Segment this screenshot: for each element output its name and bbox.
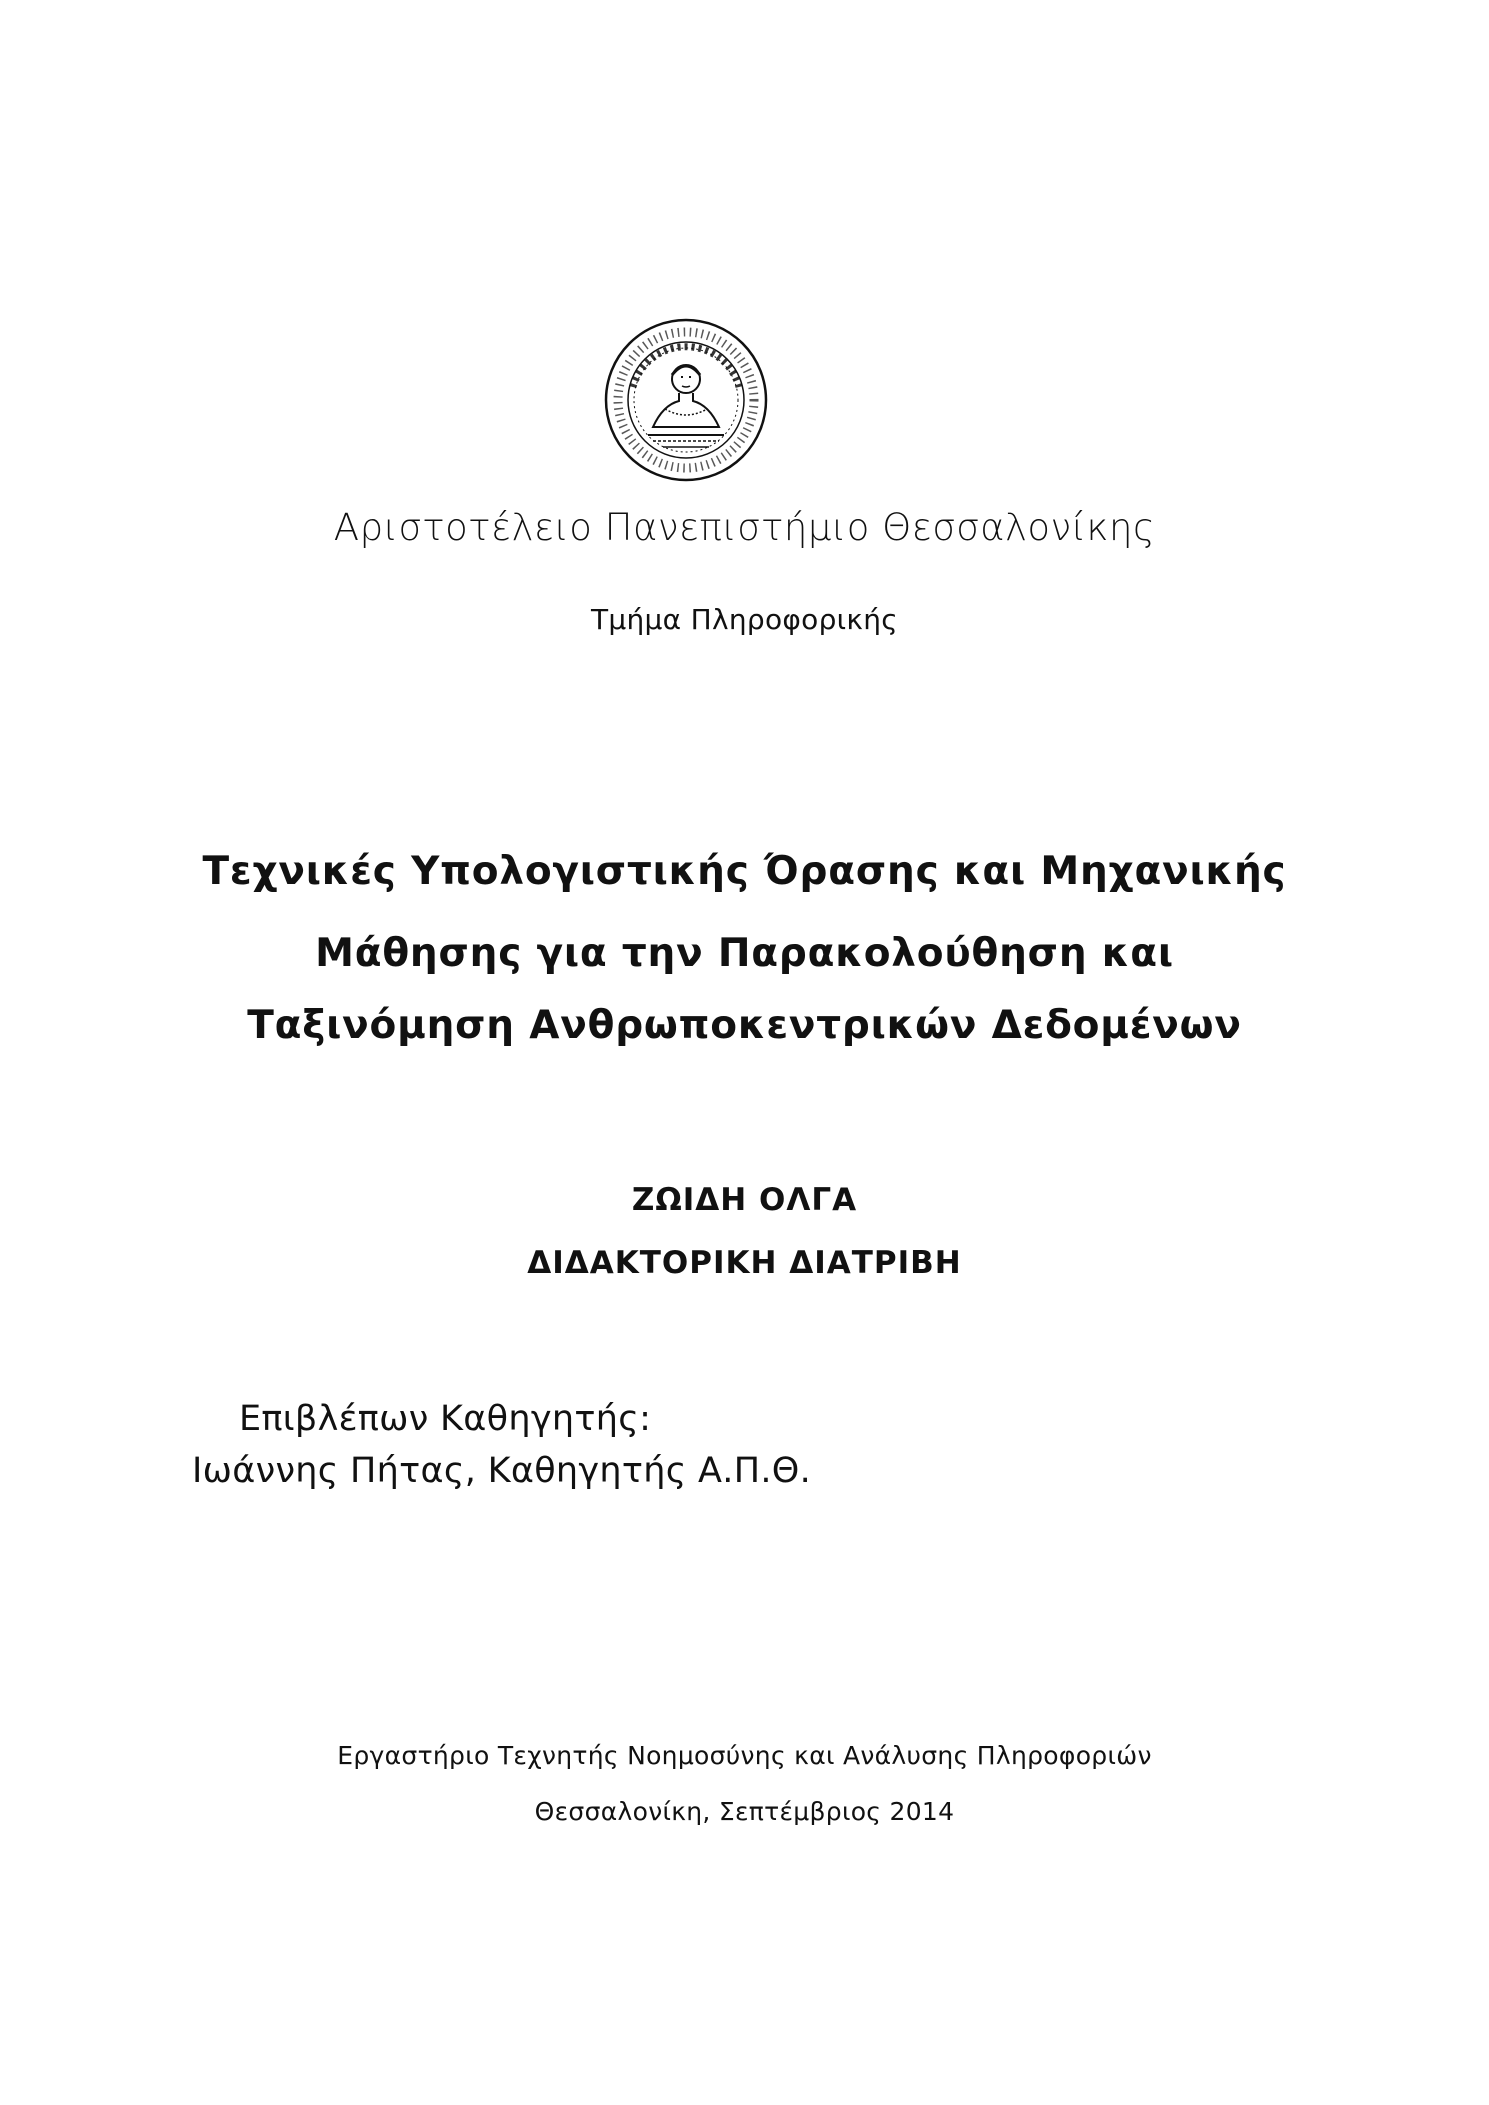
thesis-type: ΔΙΔΑΚΤΟΡΙΚΗ ΔΙΑΤΡΙΒΗ xyxy=(527,1245,962,1281)
university-name: Αριστοτέλειο Πανεπιστήμιο Θεσσαλονίκης xyxy=(333,506,1156,549)
department-name: Τμήμα Πληροφορικής xyxy=(590,603,899,636)
thesis-title-line-2: Μάθησης για την Παρακολούθηση και xyxy=(315,931,1174,976)
thesis-title-line-1: Τεχνικές Υπολογιστικής Όρασης και Μηχανικής xyxy=(202,849,1287,894)
thesis-title-line-3: Ταξινόμηση Ανθρωποκεντρικών Δεδομένων xyxy=(247,1003,1242,1048)
supervisor-label: Επιβλέπων Καθηγητής: xyxy=(239,1399,652,1439)
university-seal-icon xyxy=(603,317,769,483)
place-and-date: Θεσσαλονίκη, Σεπτέμβριος 2014 xyxy=(534,1797,955,1826)
supervisor-name: Ιωάννης Πήτας, Καθηγητής Α.Π.Θ. xyxy=(192,1451,812,1491)
laboratory-name: Εργαστήριο Τεχνητής Νοημοσύνης και Ανάλυσης Πληροφοριών xyxy=(337,1741,1152,1770)
author-name: ΖΩΙΔΗ ΟΛΓΑ xyxy=(631,1182,858,1218)
